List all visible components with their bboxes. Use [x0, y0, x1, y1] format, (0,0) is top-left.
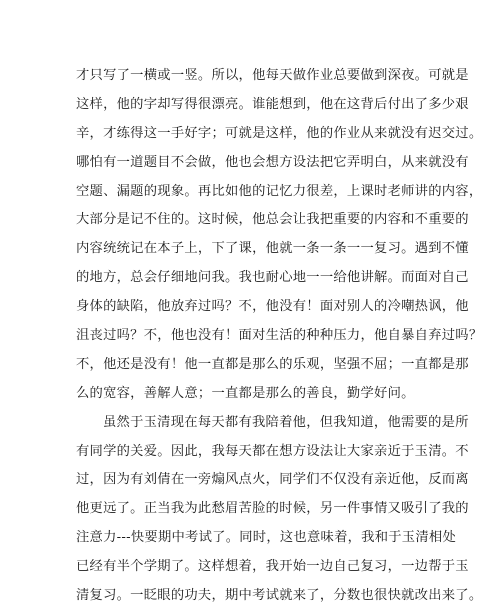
text-line: 这样，他的字却写得很漂亮。谁能想到，他在这背后付出了多少艰	[76, 96, 469, 112]
text-line: 的地方，总会仔细地问我。我也耐心地一一给他讲解。而面对自己	[76, 270, 469, 286]
text-line: 沮丧过吗？不，他也没有！面对生活的种种压力，他自暴自弃过吗？	[76, 328, 483, 344]
text-line: 辛，才练得这一手好字；可就是这样，他的作业从来就没有迟交过。	[76, 125, 483, 141]
text-line: 虽然于玉清现在每天都有我陪着他，但我知道，他需要的是所	[103, 414, 469, 430]
text-line: 内容统统记在本子上，下了课，他就一条一条一一复习。遇到不懂	[76, 241, 469, 257]
document-body	[0, 62, 500, 611]
text-line: 才只写了一横或一竖。所以，他每天做作业总要做到深夜。可就是	[76, 68, 469, 83]
text-line: 有同学的关爱。因此，我每天都在想方设法让大家亲近于玉清。不	[76, 443, 469, 459]
text-line: 么的宽容，善解人意；一直都是那么的善良，勤学好问。	[76, 385, 415, 401]
text-line: 空题、漏题的现象。再比如他的记忆力很差，上课时老师讲的内容，	[76, 183, 483, 199]
text-line: 不，他还是没有！他一直都是那么的乐观，坚强不屈；一直都是那	[76, 356, 469, 372]
text-line: 哪怕有一道题目不会做，他也会想方设法把它弄明白，从来就没有	[76, 154, 469, 170]
text-line: 清复习。一眨眼的功夫，期中考试就来了，分数也很快就改出来了。	[76, 588, 483, 604]
text-line: 身体的缺陷，他放弃过吗？不，他没有！面对别人的冷嘲热讽，他	[76, 299, 469, 315]
text-line: 大部分是记不住的。这时候，他总会让我把重要的内容和不重要的	[76, 212, 469, 228]
text-line: 过，因为有刘倩在一旁煽风点火，同学们不仅没有亲近他，反而离	[76, 472, 469, 488]
text-line: 已经有半个学期了。这样想着，我开始一边自己复习，一边帮于玉	[76, 559, 469, 575]
text-line: 注意力---快要期中考试了。同时，这也意味着，我和于玉清相处	[76, 530, 456, 546]
text-line: 他更远了。正当我为此愁眉苦脸的时候，另一件事情又吸引了我的	[76, 501, 469, 517]
